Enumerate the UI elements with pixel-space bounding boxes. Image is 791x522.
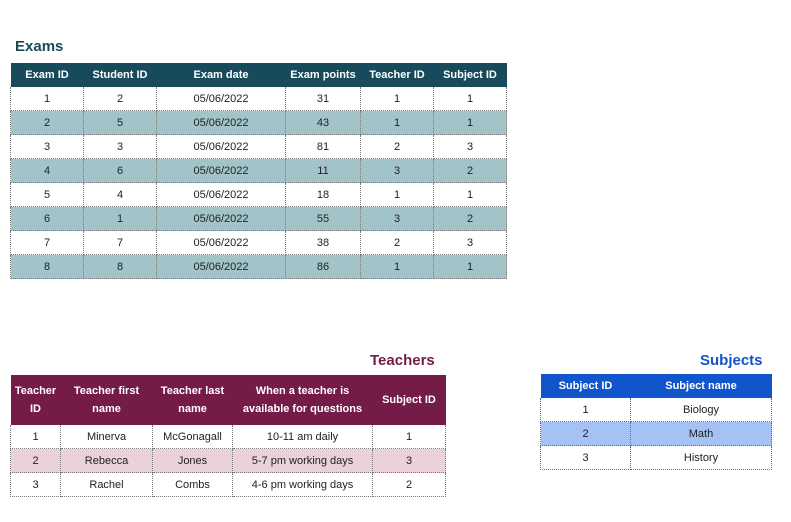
table-cell[interactable]: 1 [11,87,84,111]
exams-table [10,63,507,279]
table-cell[interactable]: Rebecca [61,449,153,473]
table-row [11,135,507,159]
table-cell[interactable]: 2 [434,159,507,183]
table-cell[interactable]: 11 [286,159,361,183]
table-row [11,473,446,497]
table-cell[interactable]: 1 [373,425,446,449]
table-cell[interactable]: 18 [286,183,361,207]
table-cell[interactable]: 1 [361,255,434,279]
table-cell[interactable]: 1 [11,425,61,449]
exams-header-cell[interactable]: Subject ID [434,63,507,87]
teachers-header-cell[interactable]: Teacher last name [153,375,233,425]
table-cell[interactable]: 1 [434,111,507,135]
table-cell[interactable]: 4-6 pm working days [233,473,373,497]
table-cell[interactable]: 3 [361,207,434,231]
table-row [11,183,507,207]
table-cell[interactable]: 7 [84,231,157,255]
table-cell[interactable]: 8 [84,255,157,279]
table-cell[interactable]: 05/06/2022 [157,255,286,279]
table-cell[interactable]: 4 [11,159,84,183]
exams-header-cell[interactable]: Exam points [286,63,361,87]
table-cell[interactable]: 5-7 pm working days [233,449,373,473]
table-cell[interactable]: 3 [373,449,446,473]
exams-header-cell[interactable]: Student ID [84,63,157,87]
table-cell[interactable]: 31 [286,87,361,111]
table-cell[interactable]: 1 [361,111,434,135]
table-row [541,446,772,470]
teachers-header-cell[interactable]: Teacher ID [11,375,61,425]
subjects-header-cell[interactable]: Subject name [631,374,772,398]
table-cell[interactable]: Jones [153,449,233,473]
table-cell[interactable]: 10-11 am daily [233,425,373,449]
table-cell[interactable]: 4 [84,183,157,207]
table-cell[interactable]: 3 [84,135,157,159]
table-row [541,398,772,422]
teachers-header-cell[interactable]: Teacher first name [61,375,153,425]
table-cell[interactable]: 05/06/2022 [157,207,286,231]
table-cell[interactable]: 2 [434,207,507,231]
table-row [11,425,446,449]
table-cell[interactable]: McGonagall [153,425,233,449]
table-cell[interactable]: 6 [11,207,84,231]
table-cell[interactable]: 5 [11,183,84,207]
table-row [11,159,507,183]
table-cell[interactable]: 1 [84,207,157,231]
table-cell[interactable]: 05/06/2022 [157,231,286,255]
table-cell[interactable]: 3 [434,135,507,159]
table-cell[interactable]: 1 [434,183,507,207]
teachers-title: Teachers [370,352,435,369]
table-cell[interactable]: 86 [286,255,361,279]
table-cell[interactable]: 1 [361,183,434,207]
table-cell[interactable]: 3 [11,135,84,159]
subjects-table [540,374,772,470]
table-cell[interactable]: 1 [434,87,507,111]
table-cell[interactable]: 81 [286,135,361,159]
table-cell[interactable]: 2 [373,473,446,497]
table-cell[interactable]: 2 [11,111,84,135]
table-row [541,422,772,446]
table-cell[interactable]: 05/06/2022 [157,111,286,135]
table-cell[interactable]: 2 [361,135,434,159]
table-cell[interactable]: 1 [541,398,631,422]
table-row [11,449,446,473]
table-cell[interactable]: 3 [434,231,507,255]
teachers-header-cell[interactable]: When a teacher is available for questions [233,375,373,425]
table-row [11,87,507,111]
table-cell[interactable]: 2 [541,422,631,446]
table-cell[interactable]: 05/06/2022 [157,135,286,159]
table-cell[interactable]: 3 [541,446,631,470]
table-cell[interactable]: 2 [84,87,157,111]
table-cell[interactable]: 1 [361,87,434,111]
table-row [11,231,507,255]
table-cell[interactable]: Rachel [61,473,153,497]
table-cell[interactable]: 2 [11,449,61,473]
table-cell[interactable]: Math [631,422,772,446]
teachers-header-cell[interactable]: Subject ID [373,375,446,425]
subjects-header-row [541,374,772,398]
table-cell[interactable]: History [631,446,772,470]
table-cell[interactable]: 1 [434,255,507,279]
teachers-header-row [11,375,446,425]
table-row [11,207,507,231]
table-cell[interactable]: 05/06/2022 [157,183,286,207]
table-cell[interactable]: 3 [361,159,434,183]
exams-header-cell[interactable]: Exam ID [11,63,84,87]
table-cell[interactable]: Biology [631,398,772,422]
exams-header-cell[interactable]: Exam date [157,63,286,87]
exams-header-row [11,63,507,87]
subjects-title: Subjects [700,352,763,369]
teachers-table [10,375,446,497]
table-cell[interactable]: 05/06/2022 [157,87,286,111]
table-cell[interactable]: 05/06/2022 [157,159,286,183]
table-cell[interactable]: 43 [286,111,361,135]
table-cell[interactable]: 8 [11,255,84,279]
table-cell[interactable]: Minerva [61,425,153,449]
exams-title: Exams [15,38,64,55]
table-cell[interactable]: 6 [84,159,157,183]
subjects-header-cell[interactable]: Subject ID [541,374,631,398]
table-cell[interactable]: 2 [361,231,434,255]
table-cell[interactable]: 55 [286,207,361,231]
table-row [11,255,507,279]
table-cell[interactable]: 38 [286,231,361,255]
table-cell[interactable]: Combs [153,473,233,497]
table-cell[interactable]: 5 [84,111,157,135]
table-cell[interactable]: 7 [11,231,84,255]
exams-header-cell[interactable]: Teacher ID [361,63,434,87]
table-cell[interactable]: 3 [11,473,61,497]
table-row [11,111,507,135]
